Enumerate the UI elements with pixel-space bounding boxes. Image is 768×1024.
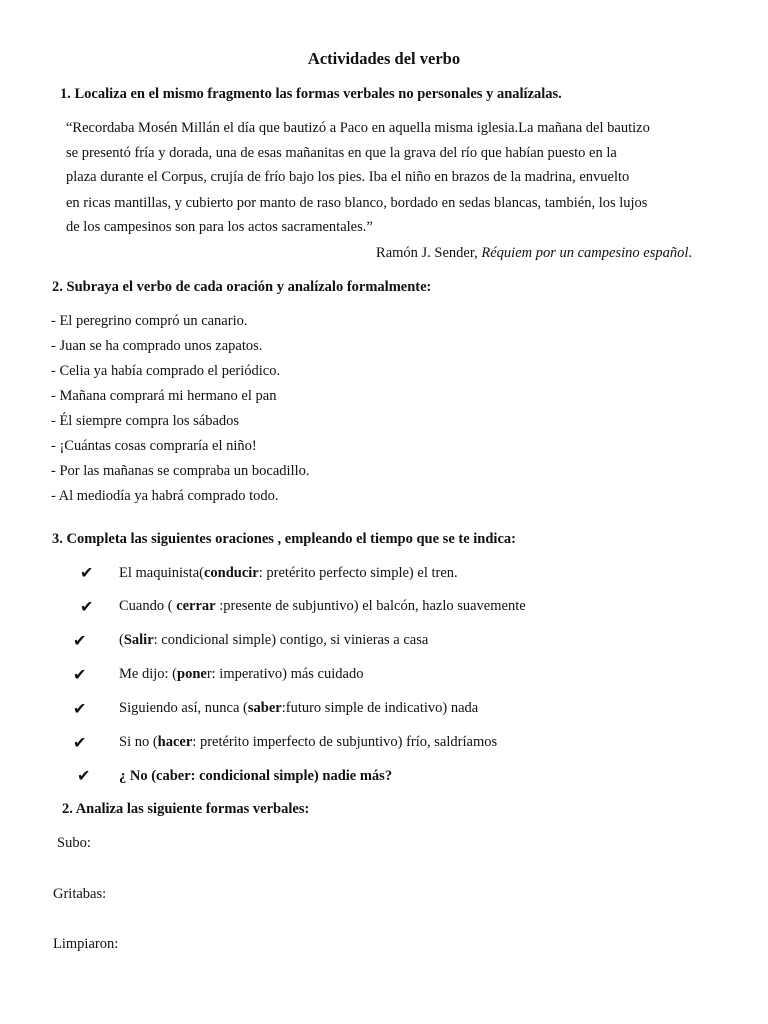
item-text: Siguiendo así, nunca (: [119, 700, 248, 716]
item-verb: conducir: [203, 565, 259, 581]
attribution-end: .: [688, 245, 692, 261]
sentence-item: - Él siempre compra los sábados: [51, 413, 240, 429]
quote-line: en ricas mantillas, y cubierto por manto de raso blanco, bordado en sedas blancas, también, los lujos: [66, 195, 648, 211]
answer-label-limpiaron: Limpiaron:: [53, 936, 119, 952]
exercise-item: [119, 598, 526, 615]
section-2-heading: 2. Subraya el verbo de cada oración y analízalo formalmente:: [52, 279, 432, 295]
section-1-heading: 1. Localiza en el mismo fragmento las formas verbales no personales y analízalas.: [60, 86, 562, 102]
item-verb: pone: [177, 666, 207, 682]
item-text: r: imperativo) más cuidado: [206, 666, 364, 682]
answer-label-gritabas: Gritabas:: [53, 886, 107, 902]
section-4-heading: 2. Analiza las siguiente formas verbales:: [62, 801, 310, 817]
item-text: El maquinista(: [119, 565, 204, 581]
attribution-work: Réquiem por un campesino español: [481, 245, 689, 261]
item-text: :presente de subjuntivo) el balcón, hazlo suavemente: [215, 598, 526, 614]
checkmark-icon: ✔: [73, 701, 87, 718]
quote-line: “Recordaba Mosén Millán el día que bautizó a Paco en aquella misma iglesia.La mañana del bautizo: [66, 120, 650, 136]
checkmark-icon: ✔: [80, 599, 94, 616]
item-text: :futuro simple de indicativo) nada: [281, 700, 479, 716]
exercise-item: [119, 666, 363, 683]
quote-line: de los campesinos son para los actos sacramentales.”: [66, 219, 373, 235]
sentence-item: - El peregrino compró un canario.: [51, 313, 248, 329]
item-verb: hacer: [157, 734, 193, 750]
quote-line: plaza durante el Corpus, crujía de frío bajo los pies. Iba el niño en brazos de la madrina, envuelto: [66, 169, 630, 185]
exercise-item: [119, 700, 478, 717]
exercise-item: [119, 768, 392, 785]
exercise-item: [119, 565, 458, 582]
checkmark-icon: ✔: [80, 565, 94, 582]
answer-label-subo: Subo:: [57, 835, 91, 851]
checkmark-icon: ✔: [73, 667, 87, 684]
checkmark-icon: ✔: [73, 735, 87, 752]
sentence-item: - Por las mañanas se compraba un bocadillo.: [51, 463, 310, 479]
item-verb: ¿ No (caber: condicional simple) nadie más?: [119, 768, 393, 784]
item-text: : pretérito imperfecto de subjuntivo) frío, saldríamos: [192, 734, 498, 750]
sentence-item: - Celia ya había comprado el periódico.: [51, 363, 281, 379]
checkmark-icon: ✔: [73, 633, 87, 650]
item-text: (: [119, 632, 124, 648]
exercise-item: [119, 632, 428, 649]
item-text: : condicional simple) contigo, si vinieras a casa: [153, 632, 429, 648]
item-verb: Salir: [123, 632, 154, 648]
item-text: : pretérito perfecto simple) el tren.: [258, 565, 458, 581]
item-text: Cuando (: [119, 598, 177, 614]
section-3-heading: 3. Completa las siguientes oraciones , empleando el tiempo que se te indica:: [52, 531, 516, 547]
item-verb: saber: [247, 700, 282, 716]
attribution: [376, 245, 692, 262]
item-verb: cerrar: [176, 598, 216, 614]
attribution-author: Ramón J. Sender,: [376, 245, 482, 261]
sentence-item: - Mañana comprará mi hermano el pan: [51, 388, 277, 404]
sentence-item: - Al mediodía ya habrá comprado todo.: [51, 488, 279, 504]
quote-line: se presentó fría y dorada, una de esas mañanitas en que la grava del río que habían puesto en la: [66, 145, 617, 161]
sentence-item: - ¡Cuántas cosas compraría el niño!: [51, 438, 257, 454]
sentence-item: - Juan se ha comprado unos zapatos.: [51, 338, 263, 354]
page-title: Actividades del verbo: [307, 49, 461, 68]
item-text: Me dijo: (: [119, 666, 177, 682]
exercise-item: [119, 734, 497, 751]
item-text: Si no (: [119, 734, 158, 750]
checkmark-icon: ✔: [77, 768, 91, 785]
